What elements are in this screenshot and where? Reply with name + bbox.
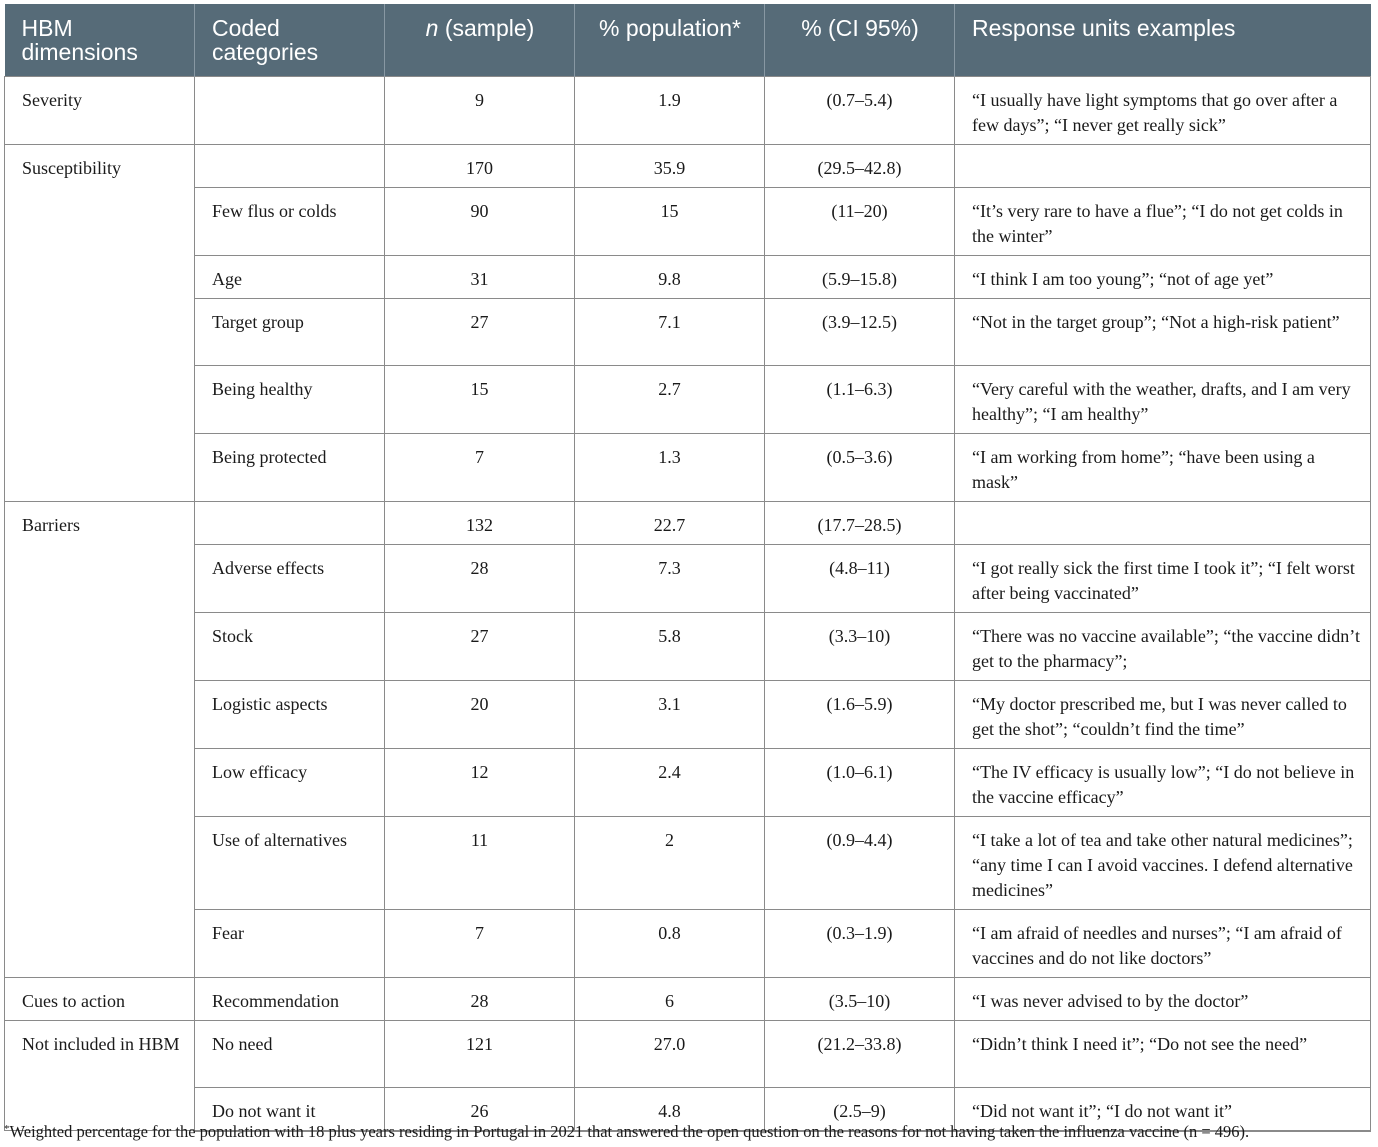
table-body: [5, 76, 1371, 1131]
table-row: [5, 1020, 1371, 1087]
table-row: [5, 365, 1371, 433]
percent-population-cell: 35.9: [575, 144, 765, 187]
table-row: [5, 501, 1371, 544]
coded-category-cell: Adverse effects: [195, 544, 385, 612]
table-row: [5, 612, 1371, 680]
hbm-dimension-cell: Cues to action: [5, 977, 195, 1020]
n-sample-cell: 26: [385, 1087, 575, 1131]
header-hbm-dimensions: HBM dimensions: [5, 4, 195, 76]
hbm-dimension-cell: Susceptibility: [5, 144, 195, 501]
table-row: [5, 144, 1371, 187]
n-sample-cell: 7: [385, 433, 575, 501]
response-example-cell: “Did not want it”; “I do not want it”: [955, 1087, 1371, 1131]
response-example-cell: “I am working from home”; “have been using a mask”: [955, 433, 1371, 501]
coded-category-cell: Target group: [195, 298, 385, 365]
response-example-cell: “I got really sick the first time I took it”; “I felt worst after being vaccinated”: [955, 544, 1371, 612]
percent-population-cell: 4.8: [575, 1087, 765, 1131]
table-row: [5, 544, 1371, 612]
percent-population-cell: 27.0: [575, 1020, 765, 1087]
results-table: [4, 4, 1371, 1132]
percent-population-cell: 3.1: [575, 680, 765, 748]
percent-population-cell: 1.9: [575, 76, 765, 144]
percent-population-cell: 7.1: [575, 298, 765, 365]
n-sample-cell: 31: [385, 255, 575, 298]
coded-category-cell: Being protected: [195, 433, 385, 501]
header-row: [5, 4, 1371, 76]
response-example-cell: “I was never advised to by the doctor”: [955, 977, 1371, 1020]
ci-cell: (3.9–12.5): [765, 298, 955, 365]
footnote-text: Weighted percentage for the population with 18 plus years residing in Portugal in 2021 that answered the open question on the reasons for not having taken the influenza vaccine (n = 496).: [9, 1122, 1250, 1141]
response-example-cell: “I usually have light symptoms that go over after a few days”; “I never get really sick”: [955, 76, 1371, 144]
n-sample-cell: 27: [385, 612, 575, 680]
header-response-examples: Response units examples: [955, 4, 1371, 76]
n-sample-cell: 9: [385, 76, 575, 144]
n-sample-cell: 132: [385, 501, 575, 544]
n-sample-cell: 27: [385, 298, 575, 365]
percent-population-cell: 7.3: [575, 544, 765, 612]
n-sample-cell: 28: [385, 977, 575, 1020]
n-sample-cell: 11: [385, 816, 575, 909]
n-sample-cell: 121: [385, 1020, 575, 1087]
table-row: [5, 433, 1371, 501]
header-coded-categories: Coded categories: [195, 4, 385, 76]
coded-category-cell: Logistic aspects: [195, 680, 385, 748]
percent-population-cell: 9.8: [575, 255, 765, 298]
table-row: [5, 76, 1371, 144]
response-example-cell: “There was no vaccine available”; “the vaccine didn’t get to the pharmacy”;: [955, 612, 1371, 680]
coded-category-cell: Use of alternatives: [195, 816, 385, 909]
response-example-cell: “Very careful with the weather, drafts, and I am very healthy”; “I am healthy”: [955, 365, 1371, 433]
coded-category-cell: No need: [195, 1020, 385, 1087]
ci-cell: (0.9–4.4): [765, 816, 955, 909]
table-row: [5, 748, 1371, 816]
percent-population-cell: 2: [575, 816, 765, 909]
table-row: [5, 977, 1371, 1020]
table-row: [5, 187, 1371, 255]
coded-category-cell: Stock: [195, 612, 385, 680]
n-sample-cell: 28: [385, 544, 575, 612]
coded-category-cell: Recommendation: [195, 977, 385, 1020]
response-example-cell: “It’s very rare to have a flue”; “I do not get colds in the winter”: [955, 187, 1371, 255]
coded-category-cell: Age: [195, 255, 385, 298]
n-sample-cell: 7: [385, 909, 575, 977]
percent-population-cell: 0.8: [575, 909, 765, 977]
response-example-cell: “The IV efficacy is usually low”; “I do not believe in the vaccine efficacy”: [955, 748, 1371, 816]
ci-cell: (3.3–10): [765, 612, 955, 680]
hbm-dimension-cell: Severity: [5, 76, 195, 144]
ci-cell: (11–20): [765, 187, 955, 255]
percent-population-cell: 5.8: [575, 612, 765, 680]
header-ci-95: % (CI 95%): [765, 4, 955, 76]
response-example-cell: “Didn’t think I need it”; “Do not see the need”: [955, 1020, 1371, 1087]
percent-population-cell: 2.4: [575, 748, 765, 816]
ci-cell: (4.8–11): [765, 544, 955, 612]
n-sample-cell: 15: [385, 365, 575, 433]
header-n-italic: n: [425, 15, 439, 41]
response-example-cell: “I take a lot of tea and take other natural medicines”; “any time I can I avoid vaccines. I defend alternative medicines”: [955, 816, 1371, 909]
coded-category-cell: [195, 501, 385, 544]
ci-cell: (0.5–3.6): [765, 433, 955, 501]
n-sample-cell: 90: [385, 187, 575, 255]
table-row: [5, 298, 1371, 365]
response-example-cell: [955, 501, 1371, 544]
coded-category-cell: Being healthy: [195, 365, 385, 433]
header-percent-population: % population*: [575, 4, 765, 76]
coded-category-cell: Few flus or colds: [195, 187, 385, 255]
percent-population-cell: 2.7: [575, 365, 765, 433]
header-n-sample: [385, 4, 575, 76]
hbm-dimension-cell: Barriers: [5, 501, 195, 977]
ci-cell: (1.1–6.3): [765, 365, 955, 433]
coded-category-cell: [195, 76, 385, 144]
ci-cell: (1.0–6.1): [765, 748, 955, 816]
percent-population-cell: 1.3: [575, 433, 765, 501]
table-row: [5, 909, 1371, 977]
ci-cell: (0.3–1.9): [765, 909, 955, 977]
coded-category-cell: Fear: [195, 909, 385, 977]
n-sample-cell: 20: [385, 680, 575, 748]
response-example-cell: “I think I am too young”; “not of age yet”: [955, 255, 1371, 298]
percent-population-cell: 6: [575, 977, 765, 1020]
coded-category-cell: Low efficacy: [195, 748, 385, 816]
n-sample-cell: 170: [385, 144, 575, 187]
hbm-dimension-cell: Not included in HBM: [5, 1020, 195, 1131]
ci-cell: (21.2–33.8): [765, 1020, 955, 1087]
ci-cell: (2.5–9): [765, 1087, 955, 1131]
table-row: [5, 680, 1371, 748]
coded-category-cell: Do not want it: [195, 1087, 385, 1131]
percent-population-cell: 15: [575, 187, 765, 255]
header-n-rest: (sample): [438, 15, 535, 41]
footnote-mark: *: [4, 1123, 10, 1135]
percent-population-cell: 22.7: [575, 501, 765, 544]
n-sample-cell: 12: [385, 748, 575, 816]
ci-cell: (1.6–5.9): [765, 680, 955, 748]
response-example-cell: “Not in the target group”; “Not a high-risk patient”: [955, 298, 1371, 365]
response-example-cell: [955, 144, 1371, 187]
ci-cell: (0.7–5.4): [765, 76, 955, 144]
footnote: [4, 1122, 1374, 1142]
table-row: [5, 816, 1371, 909]
ci-cell: (17.7–28.5): [765, 501, 955, 544]
coded-category-cell: [195, 144, 385, 187]
response-example-cell: “I am afraid of needles and nurses”; “I am afraid of vaccines and do not like doctors”: [955, 909, 1371, 977]
table-row: [5, 255, 1371, 298]
ci-cell: (3.5–10): [765, 977, 955, 1020]
ci-cell: (29.5–42.8): [765, 144, 955, 187]
ci-cell: (5.9–15.8): [765, 255, 955, 298]
response-example-cell: “My doctor prescribed me, but I was never called to get the shot”; “couldn’t find the time”: [955, 680, 1371, 748]
